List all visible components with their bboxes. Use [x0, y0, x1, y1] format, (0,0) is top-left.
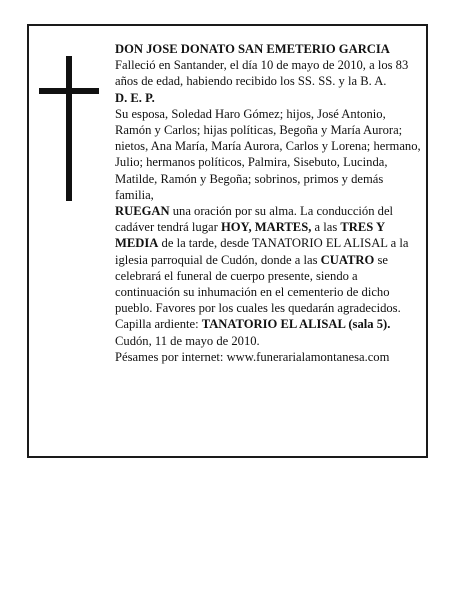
obituary-notice: [27, 24, 428, 458]
funeral-time: CUATRO: [320, 252, 375, 267]
ceremony-text-2: a las: [311, 220, 341, 235]
cross-horizontal-bar: [39, 88, 99, 94]
family-list: Su esposa, Soledad Haro Gómez; hijos, José Antonio, Ramón y Carlos; hijas políticas, Begoña y María Aurora; nietos, Ana María, María Aurora, Carlos y Lorena; hermano, Julio; hermanos políticos, Palmira, Sisebuto, Lucinda, Matilde, Ramón y Begoña; sobrinos, primos y demás familia,: [115, 106, 421, 202]
ceremony-details: [115, 203, 423, 333]
ceremony-text-3: de la tarde, desde TANATORIO EL ALISAL a la iglesia parroquial de Cudón, donde a las: [115, 236, 409, 267]
date-line: Cudón, 11 de mayo de 2010.: [115, 333, 260, 348]
ceremony-text-4: se celebrará el funeral de cuerpo presente, siendo a continuación su inhumación en el cementerio de dicho pueblo. Favores por los cuales les quedarán agradecidos. Capilla ardiente:: [115, 252, 401, 332]
notice-text: [115, 41, 423, 365]
condolences-line: Pésames por internet: www.funerarialamontanesa.com: [115, 349, 390, 364]
cross-vertical-bar: [66, 56, 72, 201]
death-announcement: Falleció en Santander, el día 10 de mayo de 2010, a los 83 años de edad, habiendo recibido los SS. SS. y la B. A.: [115, 58, 409, 89]
dep-line: D. E. P.: [115, 90, 155, 105]
chapel-location: TANATORIO EL ALISAL (sala 5).: [201, 317, 391, 332]
ceremony-text-1: una oración por su alma. La conducción del cadáver tendrá lugar: [115, 204, 394, 235]
deceased-name: DON JOSE DONATO SAN EMETERIO GARCIA: [115, 42, 390, 56]
ruegan-word: RUEGAN: [115, 204, 170, 219]
cross-icon: [39, 56, 99, 201]
ceremony-day: HOY, MARTES,: [220, 220, 312, 235]
ceremony-time: TRES Y MEDIA: [115, 220, 385, 251]
